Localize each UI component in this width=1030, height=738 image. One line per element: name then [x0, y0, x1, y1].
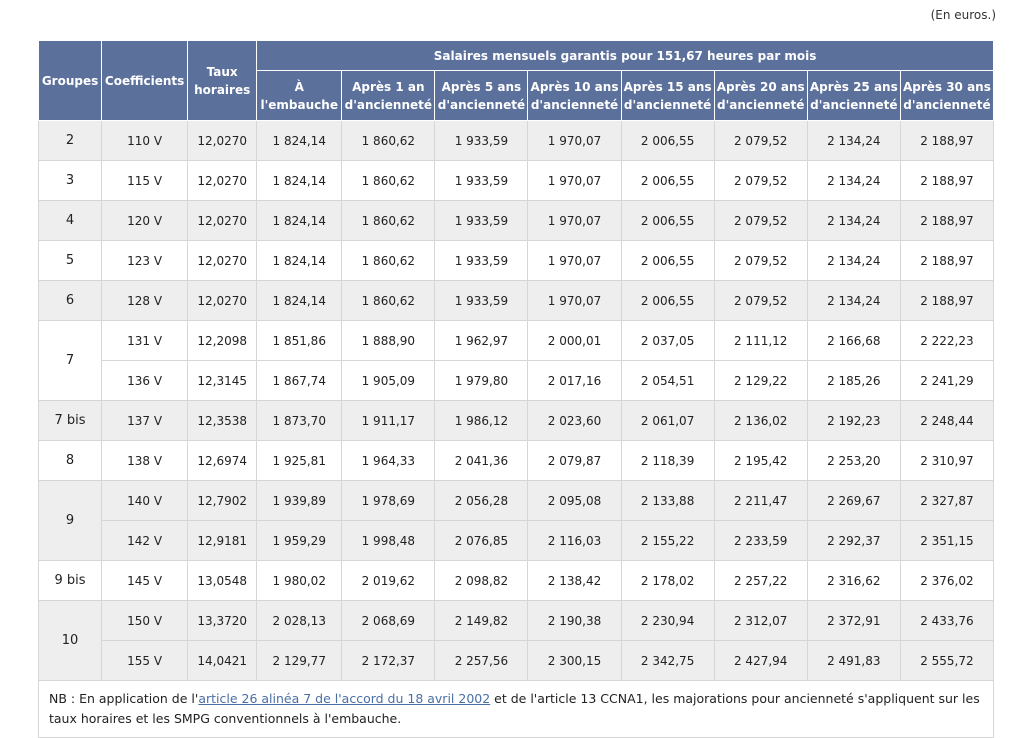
salary-cell: 1 824,14 [257, 241, 342, 281]
salary-cell: 2 023,60 [528, 401, 621, 441]
header-salaires-title: Salaires mensuels garantis pour 151,67 heures par mois [257, 41, 994, 71]
salary-cell: 2 230,94 [621, 601, 714, 641]
table-row [39, 361, 994, 401]
salary-cell: 2 257,56 [435, 641, 528, 681]
salary-cell: 2 095,08 [528, 481, 621, 521]
salary-cell: 2 188,97 [900, 241, 993, 281]
salary-cell: 2 079,52 [714, 161, 807, 201]
salary-cell: 2 269,67 [807, 481, 900, 521]
coefficient-cell: 115 V [102, 161, 188, 201]
salary-cell: 1 998,48 [342, 521, 435, 561]
header-seniority-0 [257, 71, 342, 121]
taux-horaire-cell: 12,9181 [188, 521, 257, 561]
salary-cell: 2 192,23 [807, 401, 900, 441]
salary-cell: 1 978,69 [342, 481, 435, 521]
salary-cell: 2 006,55 [621, 281, 714, 321]
salary-cell: 2 134,24 [807, 201, 900, 241]
header-taux-horaires [188, 41, 257, 121]
taux-horaire-cell: 14,0421 [188, 641, 257, 681]
header-seniority-line1: À [294, 79, 304, 94]
header-seniority-1 [342, 71, 435, 121]
group-cell: 7 bis [39, 401, 102, 441]
salary-cell: 2 138,42 [528, 561, 621, 601]
header-coefficients: Coefficients [102, 41, 188, 121]
salary-cell: 2 006,55 [621, 241, 714, 281]
unit-note: (En euros.) [930, 8, 996, 22]
salary-cell: 1 860,62 [342, 281, 435, 321]
table-row [39, 241, 994, 281]
salary-cell: 2 079,52 [714, 201, 807, 241]
salary-cell: 2 190,38 [528, 601, 621, 641]
salary-cell: 2 491,83 [807, 641, 900, 681]
coefficient-cell: 128 V [102, 281, 188, 321]
coefficient-cell: 123 V [102, 241, 188, 281]
group-cell: 4 [39, 201, 102, 241]
nb-suffix: et de l'article 13 CCNA1, les majorations pour ancienneté s'appliquent sur les taux horaires et les SMPG conventionnels à l'embauche. [49, 691, 980, 726]
table-header [39, 41, 994, 121]
salary-cell: 2 068,69 [342, 601, 435, 641]
salary-cell: 2 376,02 [900, 561, 993, 601]
salary-cell: 2 241,29 [900, 361, 993, 401]
salary-cell: 2 316,62 [807, 561, 900, 601]
salary-cell: 1 964,33 [342, 441, 435, 481]
header-seniority-5 [714, 71, 807, 121]
header-taux-line2: horaires [194, 82, 251, 97]
salary-cell: 2 079,52 [714, 121, 807, 161]
header-seniority-line2: d'ancienneté [437, 97, 526, 112]
coefficient-cell: 145 V [102, 561, 188, 601]
salary-cell: 2 134,24 [807, 121, 900, 161]
group-cell: 6 [39, 281, 102, 321]
header-seniority-line1: Après 25 ans [809, 79, 898, 94]
header-seniority-7 [900, 71, 993, 121]
salary-cell: 2 129,22 [714, 361, 807, 401]
salary-cell: 1 970,07 [528, 201, 621, 241]
salary-cell: 2 000,01 [528, 321, 621, 361]
salary-cell: 1 970,07 [528, 161, 621, 201]
coefficient-cell: 137 V [102, 401, 188, 441]
salary-cell: 1 970,07 [528, 281, 621, 321]
salary-cell: 2 149,82 [435, 601, 528, 641]
header-groupes: Groupes [39, 41, 102, 121]
salary-cell: 2 006,55 [621, 121, 714, 161]
salary-cell: 1 925,81 [257, 441, 342, 481]
salary-cell: 1 824,14 [257, 161, 342, 201]
header-seniority-line1: Après 30 ans [902, 79, 991, 94]
header-seniority-3 [528, 71, 621, 121]
group-cell: 9 bis [39, 561, 102, 601]
coefficient-cell: 140 V [102, 481, 188, 521]
table-row [39, 441, 994, 481]
salary-cell: 2 427,94 [714, 641, 807, 681]
salary-cell: 1 933,59 [435, 161, 528, 201]
salary-cell: 2 019,62 [342, 561, 435, 601]
nb-article-link[interactable]: article 26 alinéa 7 de l'accord du 18 avril 2002 [198, 691, 491, 706]
salary-cell: 2 076,85 [435, 521, 528, 561]
table-row [39, 481, 994, 521]
taux-horaire-cell: 12,0270 [188, 201, 257, 241]
salary-cell: 2 178,02 [621, 561, 714, 601]
table-row [39, 601, 994, 641]
salary-cell: 1 860,62 [342, 241, 435, 281]
header-seniority-line2: l'embauche [260, 97, 338, 112]
header-seniority-2 [435, 71, 528, 121]
salary-cell: 2 351,15 [900, 521, 993, 561]
coefficient-cell: 136 V [102, 361, 188, 401]
salary-cell: 1 860,62 [342, 161, 435, 201]
salary-cell: 1 888,90 [342, 321, 435, 361]
taux-horaire-cell: 12,3538 [188, 401, 257, 441]
salary-cell: 2 116,03 [528, 521, 621, 561]
taux-horaire-cell: 13,0548 [188, 561, 257, 601]
salary-cell: 2 006,55 [621, 161, 714, 201]
salary-cell: 2 185,26 [807, 361, 900, 401]
group-cell: 3 [39, 161, 102, 201]
salary-cell: 1 867,74 [257, 361, 342, 401]
taux-horaire-cell: 12,0270 [188, 161, 257, 201]
salary-cell: 1 873,70 [257, 401, 342, 441]
coefficient-cell: 150 V [102, 601, 188, 641]
header-seniority-line1: Après 15 ans [623, 79, 712, 94]
salary-cell: 1 860,62 [342, 201, 435, 241]
group-cell: 10 [39, 601, 102, 681]
taux-horaire-cell: 12,0270 [188, 281, 257, 321]
salary-cell: 2 188,97 [900, 281, 993, 321]
header-seniority-line1: Après 20 ans [716, 79, 805, 94]
salary-cell: 1 860,62 [342, 121, 435, 161]
header-seniority-line1: Après 5 ans [441, 79, 522, 94]
salary-cell: 2 188,97 [900, 201, 993, 241]
salary-cell: 1 939,89 [257, 481, 342, 521]
salary-cell: 2 041,36 [435, 441, 528, 481]
salary-cell: 2 155,22 [621, 521, 714, 561]
taux-horaire-cell: 12,2098 [188, 321, 257, 361]
coefficient-cell: 142 V [102, 521, 188, 561]
table-row [39, 321, 994, 361]
salary-cell: 1 824,14 [257, 121, 342, 161]
salary-cell: 2 134,24 [807, 281, 900, 321]
salary-cell: 2 118,39 [621, 441, 714, 481]
nb-prefix: NB : En application de l' [49, 691, 199, 706]
salary-table [38, 40, 994, 681]
salary-cell: 1 933,59 [435, 281, 528, 321]
header-seniority-line1: Après 10 ans [530, 79, 619, 94]
header-seniority-line2: d'ancienneté [530, 97, 619, 112]
salary-cell: 2 195,42 [714, 441, 807, 481]
header-seniority-4 [621, 71, 714, 121]
table-row [39, 401, 994, 441]
coefficient-cell: 110 V [102, 121, 188, 161]
salary-cell: 1 986,12 [435, 401, 528, 441]
salary-cell: 2 327,87 [900, 481, 993, 521]
taux-horaire-cell: 12,3145 [188, 361, 257, 401]
salary-cell: 1 933,59 [435, 121, 528, 161]
salary-cell: 2 312,07 [714, 601, 807, 641]
salary-cell: 2 172,37 [342, 641, 435, 681]
header-seniority-line2: d'ancienneté [344, 97, 433, 112]
salary-cell: 2 555,72 [900, 641, 993, 681]
table-row [39, 561, 994, 601]
salary-cell: 2 134,24 [807, 161, 900, 201]
group-cell: 2 [39, 121, 102, 161]
group-cell: 9 [39, 481, 102, 561]
coefficient-cell: 155 V [102, 641, 188, 681]
taux-horaire-cell: 12,6974 [188, 441, 257, 481]
header-seniority-line2: d'ancienneté [903, 97, 991, 112]
salary-cell: 1 933,59 [435, 241, 528, 281]
table-row [39, 121, 994, 161]
salary-cell: 2 111,12 [714, 321, 807, 361]
salary-cell: 2 079,52 [714, 281, 807, 321]
taux-horaire-cell: 13,3720 [188, 601, 257, 641]
salary-cell: 1 979,80 [435, 361, 528, 401]
salary-cell: 2 372,91 [807, 601, 900, 641]
salary-cell: 2 061,07 [621, 401, 714, 441]
table-row [39, 161, 994, 201]
header-seniority-line1: Après 1 an [352, 79, 425, 94]
header-taux-line1: Taux [206, 64, 238, 79]
salary-cell: 2 292,37 [807, 521, 900, 561]
salary-cell: 2 233,59 [714, 521, 807, 561]
nb-footnote [38, 681, 994, 738]
salary-cell: 2 166,68 [807, 321, 900, 361]
coefficient-cell: 131 V [102, 321, 188, 361]
salary-cell: 2 079,52 [714, 241, 807, 281]
salary-cell: 2 433,76 [900, 601, 993, 641]
salary-cell: 2 056,28 [435, 481, 528, 521]
table-row [39, 201, 994, 241]
header-seniority-line2: d'ancienneté [810, 97, 898, 112]
salary-cell: 2 129,77 [257, 641, 342, 681]
salary-cell: 2 133,88 [621, 481, 714, 521]
table-row [39, 641, 994, 681]
salary-cell: 2 037,05 [621, 321, 714, 361]
taux-horaire-cell: 12,7902 [188, 481, 257, 521]
salary-cell: 2 079,87 [528, 441, 621, 481]
salary-cell: 1 824,14 [257, 281, 342, 321]
salary-cell: 2 211,47 [714, 481, 807, 521]
salary-cell: 1 851,86 [257, 321, 342, 361]
group-cell: 5 [39, 241, 102, 281]
salary-cell: 1 933,59 [435, 201, 528, 241]
salary-cell: 2 253,20 [807, 441, 900, 481]
salary-cell: 2 257,22 [714, 561, 807, 601]
salary-cell: 2 188,97 [900, 121, 993, 161]
salary-cell: 1 970,07 [528, 121, 621, 161]
salary-cell: 2 222,23 [900, 321, 993, 361]
salary-cell: 2 134,24 [807, 241, 900, 281]
taux-horaire-cell: 12,0270 [188, 121, 257, 161]
salary-cell: 2 248,44 [900, 401, 993, 441]
table-row [39, 281, 994, 321]
header-seniority-line2: d'ancienneté [717, 97, 805, 112]
coefficient-cell: 120 V [102, 201, 188, 241]
header-seniority-line2: d'ancienneté [623, 97, 712, 112]
salary-cell: 1 962,97 [435, 321, 528, 361]
salary-cell: 2 342,75 [621, 641, 714, 681]
taux-horaire-cell: 12,0270 [188, 241, 257, 281]
table-body [39, 121, 994, 681]
salary-cell: 1 905,09 [342, 361, 435, 401]
group-cell: 7 [39, 321, 102, 401]
salary-cell: 2 006,55 [621, 201, 714, 241]
salary-cell: 1 970,07 [528, 241, 621, 281]
salary-cell: 2 300,15 [528, 641, 621, 681]
salary-table-container [38, 40, 994, 738]
header-seniority-6 [807, 71, 900, 121]
salary-cell: 1 824,14 [257, 201, 342, 241]
table-row [39, 521, 994, 561]
salary-cell: 1 911,17 [342, 401, 435, 441]
salary-cell: 2 028,13 [257, 601, 342, 641]
salary-cell: 2 310,97 [900, 441, 993, 481]
salary-cell: 2 188,97 [900, 161, 993, 201]
group-cell: 8 [39, 441, 102, 481]
salary-cell: 2 017,16 [528, 361, 621, 401]
salary-cell: 1 959,29 [257, 521, 342, 561]
salary-cell: 2 136,02 [714, 401, 807, 441]
salary-cell: 1 980,02 [257, 561, 342, 601]
coefficient-cell: 138 V [102, 441, 188, 481]
salary-cell: 2 054,51 [621, 361, 714, 401]
salary-cell: 2 098,82 [435, 561, 528, 601]
